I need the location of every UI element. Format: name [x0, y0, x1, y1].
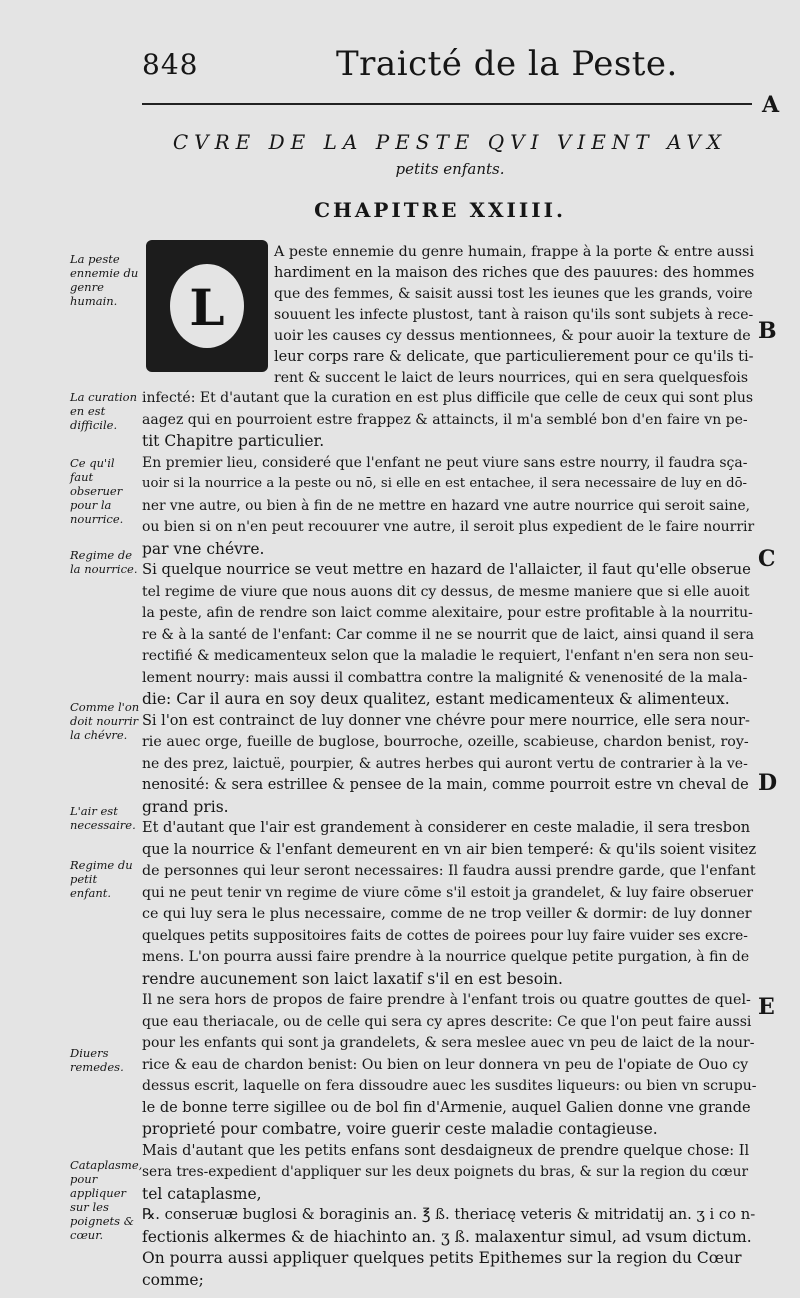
text-line: Et d'autant que l'air est grandement à considerer en ceste maladie, il sera tresbon: [142, 820, 751, 836]
text-line: ou bien si on n'en peut recouurer vne autre, il seroit plus expedient de le faire nourrir: [142, 519, 755, 535]
section-letter-a: A: [762, 92, 780, 118]
margin-note: Regime de la nourrice.: [70, 548, 138, 576]
text-line: ne des prez, laictuë, pourpier, & autres herbes qui auront vertu de contrarier à la ve-: [142, 755, 748, 772]
text-line: par vne chévre.: [142, 539, 265, 558]
section-letter-e: E: [758, 994, 775, 1020]
text-line: le de bonne terre sigillee ou de bol fin d'Armenie, auquel Galien donne vne grande: [142, 1099, 751, 1116]
text-line: mens. L'on pourra aussi faire prendre à la nourrice quelque petite purgation, à fin de: [142, 949, 750, 965]
text-line: ℞. conseruæ buglosi & boraginis an. ℥ ß. theriacę veteris & mitridatij an. ʒ i co n-: [142, 1206, 756, 1223]
text-line: qui ne peut tenir vn regime de viure cōme s'il estoit ja grandelet, & luy faire obseruer: [142, 884, 754, 901]
header-rule: [142, 103, 752, 105]
text-line: die: Car il aura en soy deux qualitez, estant medicamenteux & alimenteux.: [142, 690, 730, 708]
text-line: la peste, afin de rendre son laict comme alexitaire, pour estre profitable à la nourritu-: [142, 605, 753, 621]
text-line: leur corps rare & delicate, que particulierement pour ce qu'ils ti-: [274, 349, 754, 365]
text-line: Il ne sera hors de propos de faire prendre à l'enfant trois ou quatre gouttes de quel-: [142, 992, 751, 1008]
text-line: Si l'on est contrainct de luy donner vne chévre pour mere nourrice, elle sera nour-: [142, 712, 750, 729]
initial-medallion: [170, 264, 244, 348]
text-line: rice & eau de chardon benist: Ou bien on leur donnera vn peu de l'opiate de Ouo cy: [142, 1056, 749, 1073]
margin-note: La curation en est difficile.: [70, 390, 137, 432]
text-line: aagez qui en pourroient estre frappez & attaincts, il m'a semblé bon d'en faire vn pe-: [142, 411, 748, 428]
margin-note: La peste ennemie du genre humain.: [70, 252, 139, 308]
text-line: lement nourry: mais aussi il combattra contre la malignité & venenosité de la mala-: [142, 669, 748, 686]
text-line: comme;: [142, 1270, 204, 1289]
text-line: A peste ennemie du genre humain, frappe à la porte & entre aussi: [274, 244, 754, 260]
margin-note: Cataplasme, pour appliquer sur les poignets & cœur.: [70, 1158, 143, 1242]
text-line: rent & succent le laict de leurs nourrices, qui en sera quelquesfois: [274, 370, 749, 386]
text-line: hardiment en la maison des riches que des pauures: des hommes: [274, 265, 755, 281]
text-line: proprieté pour combatre, voire guerir ceste maladie contagieuse.: [142, 1120, 658, 1138]
margin-note: L'air est necessaire.: [70, 804, 136, 832]
text-line: de personnes qui leur seront necessaires: Il faudra aussi prendre garde, que l'enfant: [142, 863, 756, 879]
text-line: ce qui luy sera le plus necessaire, comme de ne trop veiller & dormir: de luy donner: [142, 906, 752, 922]
text-line: nenosité: & sera estrillee & pensee de la main, comme pourroit estre vn cheval de: [142, 777, 749, 793]
text-line: Si quelque nourrice se veut mettre en hazard de l'allaicter, il faut qu'elle obserue: [142, 561, 751, 578]
chapter-heading: CVRE DE LA PESTE QVI VIENT AVX: [172, 130, 728, 154]
text-line: re & à la santé de l'enfant: Car comme il ne se nourrit que de laict, ainsi quand il sera: [142, 626, 754, 643]
text-line: tel cataplasme,: [142, 1184, 262, 1203]
text-line: fectionis alkermes & de hiachinto an. ʒ ß. malaxentur simul, ad vsum dictum.: [142, 1227, 752, 1246]
page-number: 848: [142, 48, 199, 81]
text-line: grand pris.: [142, 797, 229, 816]
text-line: Mais d'autant que les petits enfans sont desdaigneux de prendre quelque chose: Il: [142, 1142, 750, 1159]
section-letter-c: C: [758, 546, 776, 572]
chapter-number: CHAPITRE XXIIII.: [314, 198, 566, 222]
section-letter-b: B: [758, 318, 777, 344]
margin-note: Diuers remedes.: [70, 1046, 124, 1074]
page-header: [140, 38, 760, 88]
initial-letter: L: [189, 278, 225, 337]
text-line: ner vne autre, ou bien à fin de ne mettre en hazard vne autre nourrice qui seroit saine,: [142, 497, 751, 514]
text-line: uoir si la nourrice a la peste ou nō, si elle en est entachee, il sera necessaire de luy en dō-: [142, 476, 748, 491]
chapter-subheading: petits enfants.: [395, 160, 505, 178]
text-line: quelques petits suppositoires faits de cottes de poirees pour luy faire vuider ses excre-: [142, 927, 748, 944]
text-line: souuent les infecte plustost, tant à raison qu'ils sont subjets à rece-: [274, 307, 754, 323]
margin-note: Ce qu'il faut obseruer pour la nourrice.: [70, 456, 124, 526]
text-line: infecté: Et d'autant que la curation en est plus difficile que celle de ceux qui sont plus: [142, 390, 754, 406]
text-line: que la nourrice & l'enfant demeurent en vn air bien temperé: & qu'ils soient visitez: [142, 841, 757, 858]
text-line: pour les enfants qui sont ja grandelets, & sera meslee auec vn peu de laict de la nour-: [142, 1035, 755, 1051]
margin-note: Regime du petit enfant.: [70, 858, 133, 900]
text-line: En premier lieu, consideré que l'enfant ne peut viure sans estre nourry, il faudra sça-: [142, 454, 748, 471]
text-line: sera tres-expedient d'appliquer sur les deux poignets du bras, & sur la region du cœur: [142, 1164, 749, 1180]
text-line: On pourra aussi appliquer quelques petits Epithemes sur la region du Cœur: [142, 1249, 742, 1267]
margin-note: Comme l'on doit nourrir la chévre.: [70, 700, 140, 742]
ornamental-initial: [146, 240, 268, 372]
text-line: rie auec orge, fueille de buglose, bourroche, ozeille, scabieuse, chardon benist, roy-: [142, 734, 749, 750]
text-line: uoir les causes cy dessus mentionnees, & pour auoir la texture de: [274, 328, 751, 344]
text-line: tel regime de viure que nous auons dit cy dessus, de mesme maniere que si elle auoit: [142, 583, 750, 600]
text-line: rectifié & medicamenteux selon que la maladie le requiert, l'enfant n'en sera non seu-: [142, 648, 754, 664]
text-line: dessus escrit, laquelle on fera dissoudre auec les susdites liqueurs: ou bien vn scrupu-: [142, 1078, 757, 1094]
text-line: tit Chapitre particulier.: [142, 432, 325, 450]
running-title: Traicté de la Peste.: [336, 44, 678, 84]
text-line: rendre aucunement son laict laxatif s'il en est besoin.: [142, 969, 563, 988]
text-line: que des femmes, & saisit aussi tost les ieunes que les grands, voire: [274, 286, 753, 302]
section-letter-d: D: [758, 770, 778, 796]
text-line: que eau theriacale, ou de celle qui sera cy apres descrite: Ce que l'on peut faire aussi: [142, 1013, 752, 1030]
